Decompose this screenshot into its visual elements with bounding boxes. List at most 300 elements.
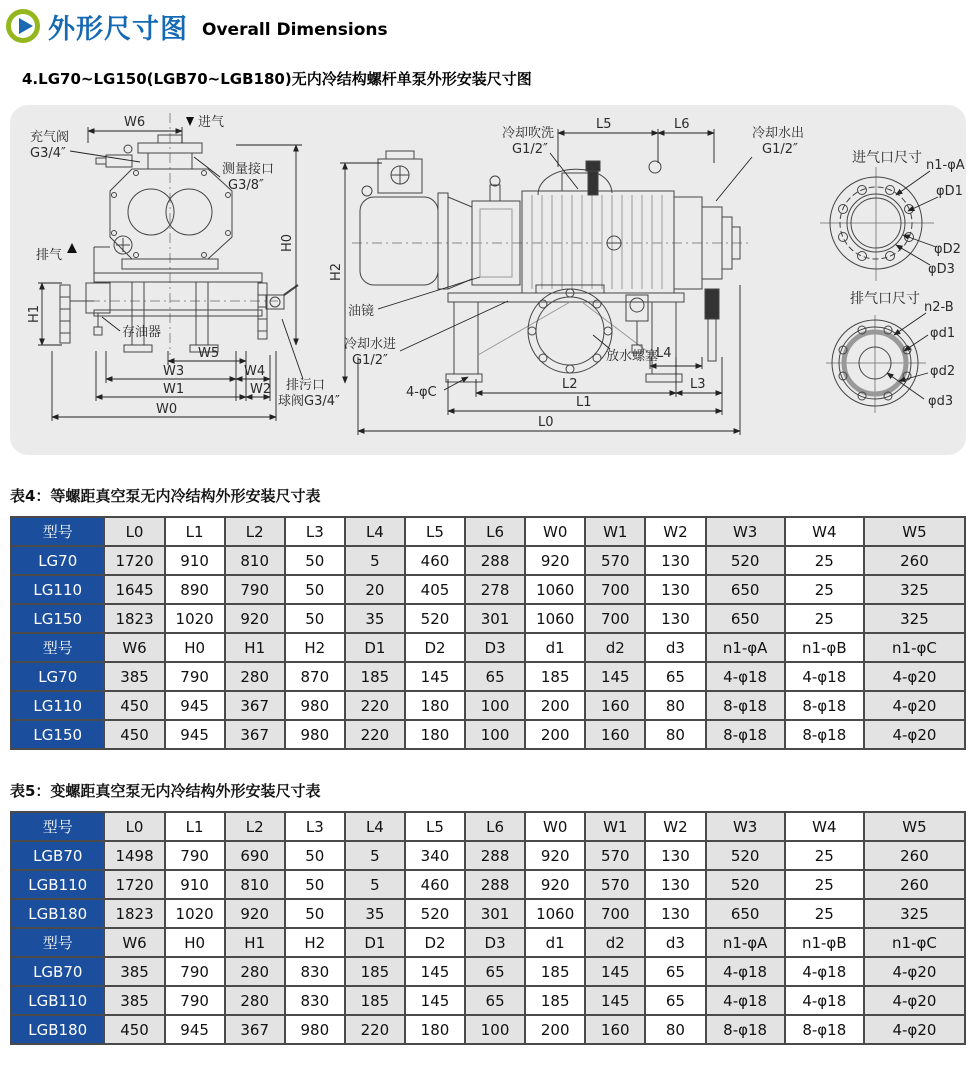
dim-header-cell: D1 bbox=[345, 633, 405, 662]
label-l4: L4 bbox=[656, 346, 672, 361]
inlet-flange-drawing bbox=[820, 167, 934, 281]
dim-value-cell: 570 bbox=[585, 870, 645, 899]
dim-header-cell: L2 bbox=[225, 517, 285, 546]
dim-value-cell: 790 bbox=[165, 957, 225, 986]
dim-header-cell: L3 bbox=[285, 517, 345, 546]
table-header-row bbox=[11, 928, 965, 957]
model-cell: LGB180 bbox=[11, 1015, 104, 1044]
table-row bbox=[11, 575, 965, 604]
dim-value-cell: 50 bbox=[285, 575, 345, 604]
side-view-labels bbox=[329, 117, 804, 430]
dim-value-cell: 288 bbox=[465, 546, 525, 575]
label-phiD1: φD1 bbox=[936, 184, 963, 199]
dim-header-cell: W3 bbox=[706, 517, 785, 546]
label-phid1: φd1 bbox=[930, 326, 956, 341]
dim-value-cell: 220 bbox=[345, 720, 405, 749]
dim-header-cell: L6 bbox=[465, 517, 525, 546]
dim-value-cell: 130 bbox=[645, 841, 705, 870]
dim-value-cell: 1823 bbox=[104, 899, 164, 928]
dim-header-cell: d3 bbox=[645, 633, 705, 662]
dim-value-cell: 145 bbox=[405, 957, 465, 986]
table-row bbox=[11, 1015, 965, 1044]
dim-value-cell: 130 bbox=[645, 546, 705, 575]
label-phid3: φd3 bbox=[928, 394, 954, 409]
label-charge-valve-size: G3/4″ bbox=[30, 146, 66, 161]
dim-value-cell: 20 bbox=[345, 575, 405, 604]
dim-value-cell: 160 bbox=[585, 691, 645, 720]
dim-value-cell: 790 bbox=[165, 841, 225, 870]
dim-value-cell: 260 bbox=[864, 841, 965, 870]
dim-value-cell: 35 bbox=[345, 899, 405, 928]
dim-value-cell: 145 bbox=[405, 986, 465, 1015]
model-header-cell: 型号 bbox=[11, 517, 104, 546]
front-view-labels bbox=[27, 114, 340, 417]
dim-value-cell: 50 bbox=[285, 841, 345, 870]
dim-value-cell: 690 bbox=[225, 841, 285, 870]
table-header-row bbox=[11, 812, 965, 841]
drawing-subtitle: 4.LG70~LG150(LGB70~LGB180)无内冷结构螺杆单泵外形安装尺寸图 bbox=[22, 70, 532, 88]
dim-value-cell: 65 bbox=[645, 662, 705, 691]
dim-header-cell: L5 bbox=[405, 517, 465, 546]
dim-value-cell: 25 bbox=[785, 899, 864, 928]
label-drain-port: 排污口 bbox=[286, 378, 326, 393]
dim-value-cell: 65 bbox=[645, 957, 705, 986]
dim-header-cell: W0 bbox=[525, 517, 585, 546]
dim-value-cell: 185 bbox=[525, 662, 585, 691]
dim-value-cell: 180 bbox=[405, 720, 465, 749]
dim-value-cell: 325 bbox=[864, 899, 965, 928]
dim-value-cell: 945 bbox=[165, 691, 225, 720]
table-row bbox=[11, 870, 965, 899]
side-view-drawing bbox=[352, 151, 750, 382]
dim-value-cell: 790 bbox=[165, 662, 225, 691]
label-phiD3: φD3 bbox=[928, 262, 955, 277]
dimension-drawing-panel bbox=[10, 105, 966, 455]
dim-value-cell: 25 bbox=[785, 546, 864, 575]
dim-value-cell: 100 bbox=[465, 691, 525, 720]
dim-header-cell: W6 bbox=[104, 928, 164, 957]
table-row bbox=[11, 986, 965, 1015]
label-h1: H1 bbox=[27, 304, 42, 323]
dim-value-cell: 8-φ18 bbox=[706, 1015, 785, 1044]
dim-value-cell: 1645 bbox=[104, 575, 164, 604]
dim-value-cell: 65 bbox=[465, 957, 525, 986]
dim-value-cell: 130 bbox=[645, 899, 705, 928]
dim-value-cell: 185 bbox=[345, 986, 405, 1015]
inlet-flange-title: 进气口尺寸 bbox=[852, 150, 922, 166]
model-header-cell: 型号 bbox=[11, 812, 104, 841]
table-row bbox=[11, 899, 965, 928]
label-w6: W6 bbox=[124, 115, 146, 130]
dim-value-cell: 520 bbox=[706, 546, 785, 575]
dim-value-cell: 325 bbox=[864, 575, 965, 604]
dim-header-cell: n1-φA bbox=[706, 633, 785, 662]
dim-value-cell: 4-φ20 bbox=[864, 720, 965, 749]
dim-value-cell: 65 bbox=[465, 986, 525, 1015]
dim-value-cell: 180 bbox=[405, 1015, 465, 1044]
dim-value-cell: 4-φ20 bbox=[864, 691, 965, 720]
dim-value-cell: 570 bbox=[585, 546, 645, 575]
dim-value-cell: 1060 bbox=[525, 575, 585, 604]
dim-header-cell: W2 bbox=[645, 812, 705, 841]
dim-value-cell: 4-φ18 bbox=[785, 662, 864, 691]
label-l3: L3 bbox=[690, 377, 706, 392]
dim-value-cell: 570 bbox=[585, 841, 645, 870]
dim-value-cell: 810 bbox=[225, 870, 285, 899]
front-view-drawing bbox=[60, 113, 298, 355]
label-phid2: φd2 bbox=[930, 364, 956, 379]
dim-header-cell: D3 bbox=[465, 928, 525, 957]
dim-header-cell: W2 bbox=[645, 517, 705, 546]
dim-header-cell: n1-φB bbox=[785, 633, 864, 662]
dim-value-cell: 790 bbox=[165, 986, 225, 1015]
dim-value-cell: 520 bbox=[706, 841, 785, 870]
dim-value-cell: 4-φ18 bbox=[706, 957, 785, 986]
label-anchor-holes: 4-φC bbox=[406, 385, 437, 400]
model-cell: LGB70 bbox=[11, 841, 104, 870]
dim-value-cell: 1020 bbox=[165, 899, 225, 928]
dim-value-cell: 301 bbox=[465, 604, 525, 633]
dim-value-cell: 790 bbox=[225, 575, 285, 604]
model-cell: LG110 bbox=[11, 575, 104, 604]
label-phiD2: φD2 bbox=[934, 242, 961, 257]
model-cell: LG150 bbox=[11, 604, 104, 633]
label-h0: H0 bbox=[280, 233, 295, 252]
dim-value-cell: 185 bbox=[345, 957, 405, 986]
dim-value-cell: 50 bbox=[285, 870, 345, 899]
label-l1: L1 bbox=[576, 395, 592, 410]
dim-header-cell: d3 bbox=[645, 928, 705, 957]
dim-header-cell: W4 bbox=[785, 812, 864, 841]
dim-header-cell: W4 bbox=[785, 517, 864, 546]
model-cell: LG150 bbox=[11, 720, 104, 749]
dim-value-cell: 200 bbox=[525, 1015, 585, 1044]
label-l5: L5 bbox=[596, 117, 612, 132]
dim-value-cell: 890 bbox=[165, 575, 225, 604]
table-row bbox=[11, 662, 965, 691]
model-cell: LGB180 bbox=[11, 899, 104, 928]
dim-value-cell: 325 bbox=[864, 604, 965, 633]
dim-value-cell: 260 bbox=[864, 546, 965, 575]
dim-value-cell: 920 bbox=[525, 546, 585, 575]
dim-value-cell: 1720 bbox=[104, 546, 164, 575]
dim-value-cell: 520 bbox=[405, 899, 465, 928]
dim-value-cell: 130 bbox=[645, 575, 705, 604]
label-w2: W2 bbox=[250, 382, 272, 397]
dim-header-cell: D1 bbox=[345, 928, 405, 957]
dim-header-cell: H0 bbox=[165, 633, 225, 662]
dim-value-cell: 130 bbox=[645, 870, 705, 899]
dim-header-cell: L0 bbox=[104, 812, 164, 841]
dim-header-cell: d1 bbox=[525, 928, 585, 957]
dim-value-cell: 1498 bbox=[104, 841, 164, 870]
table-row bbox=[11, 691, 965, 720]
label-exhaust: 排气 bbox=[36, 248, 63, 263]
dim-value-cell: 4-φ20 bbox=[864, 957, 965, 986]
label-cooling-purge: 冷却吹洗 bbox=[502, 126, 555, 141]
model-cell: LG110 bbox=[11, 691, 104, 720]
dim-value-cell: 650 bbox=[706, 604, 785, 633]
dim-header-cell: n1-φC bbox=[864, 928, 965, 957]
dim-value-cell: 367 bbox=[225, 1015, 285, 1044]
dim-header-cell: W0 bbox=[525, 812, 585, 841]
dim-header-cell: H2 bbox=[285, 928, 345, 957]
dim-value-cell: 25 bbox=[785, 870, 864, 899]
model-header-cell: 型号 bbox=[11, 928, 104, 957]
dim-value-cell: 145 bbox=[405, 662, 465, 691]
label-oil-tank: 存油器 bbox=[122, 325, 162, 340]
table-row bbox=[11, 604, 965, 633]
dim-value-cell: 278 bbox=[465, 575, 525, 604]
dim-value-cell: 450 bbox=[104, 720, 164, 749]
outlet-flange-drawing bbox=[826, 315, 926, 413]
label-n1-phiA: n1-φA bbox=[926, 158, 965, 173]
dim-value-cell: 460 bbox=[405, 870, 465, 899]
dim-value-cell: 920 bbox=[225, 899, 285, 928]
dim-value-cell: 25 bbox=[785, 841, 864, 870]
dim-header-cell: D2 bbox=[405, 928, 465, 957]
dim-value-cell: 910 bbox=[165, 546, 225, 575]
dim-header-cell: n1-φB bbox=[785, 928, 864, 957]
label-w3: W3 bbox=[163, 364, 185, 379]
model-cell: LG70 bbox=[11, 662, 104, 691]
table-header-row bbox=[11, 633, 965, 662]
label-measure-port: 测量接口 bbox=[222, 162, 275, 177]
play-circle-icon bbox=[6, 9, 40, 43]
section-header bbox=[0, 0, 976, 46]
label-w5: W5 bbox=[198, 346, 220, 361]
label-cooling-out-size: G1/2″ bbox=[762, 142, 798, 157]
dim-value-cell: 910 bbox=[165, 870, 225, 899]
dim-value-cell: 4-φ18 bbox=[785, 986, 864, 1015]
dim-value-cell: 280 bbox=[225, 986, 285, 1015]
dim-value-cell: 460 bbox=[405, 546, 465, 575]
dim-header-cell: L1 bbox=[165, 812, 225, 841]
dim-header-cell: H0 bbox=[165, 928, 225, 957]
dim-value-cell: 1060 bbox=[525, 604, 585, 633]
table5-dimensions bbox=[10, 811, 966, 1045]
label-drain-plug: 放水螺塞 bbox=[606, 349, 659, 364]
dim-value-cell: 80 bbox=[645, 691, 705, 720]
dim-value-cell: 50 bbox=[285, 604, 345, 633]
dim-value-cell: 340 bbox=[405, 841, 465, 870]
dim-header-cell: L3 bbox=[285, 812, 345, 841]
dim-value-cell: 920 bbox=[525, 841, 585, 870]
dim-value-cell: 367 bbox=[225, 691, 285, 720]
section-title-zh: 外形尺寸图 bbox=[48, 13, 188, 45]
dim-value-cell: 4-φ20 bbox=[864, 986, 965, 1015]
dim-value-cell: 220 bbox=[345, 691, 405, 720]
dim-value-cell: 301 bbox=[465, 899, 525, 928]
model-cell: LGB110 bbox=[11, 870, 104, 899]
dim-header-cell: D2 bbox=[405, 633, 465, 662]
dim-value-cell: 810 bbox=[225, 546, 285, 575]
dim-value-cell: 4-φ18 bbox=[785, 957, 864, 986]
label-cooling-in: 冷却水进 bbox=[344, 337, 397, 352]
dim-value-cell: 920 bbox=[525, 870, 585, 899]
label-inlet: 进气 bbox=[198, 115, 225, 130]
dim-header-cell: W3 bbox=[706, 812, 785, 841]
dim-value-cell: 185 bbox=[345, 662, 405, 691]
dim-value-cell: 65 bbox=[645, 986, 705, 1015]
table4-dimensions bbox=[10, 516, 966, 750]
dim-value-cell: 25 bbox=[785, 604, 864, 633]
table-row bbox=[11, 546, 965, 575]
dim-value-cell: 450 bbox=[104, 691, 164, 720]
dim-value-cell: 520 bbox=[405, 604, 465, 633]
dim-value-cell: 220 bbox=[345, 1015, 405, 1044]
dim-header-cell: W5 bbox=[864, 517, 965, 546]
dim-value-cell: 385 bbox=[104, 986, 164, 1015]
dim-header-cell: W1 bbox=[585, 812, 645, 841]
dim-value-cell: 8-φ18 bbox=[706, 691, 785, 720]
table-row bbox=[11, 720, 965, 749]
dim-value-cell: 8-φ18 bbox=[785, 720, 864, 749]
dim-value-cell: 5 bbox=[345, 546, 405, 575]
dim-header-cell: L2 bbox=[225, 812, 285, 841]
dim-value-cell: 405 bbox=[405, 575, 465, 604]
dim-value-cell: 8-φ18 bbox=[785, 691, 864, 720]
dim-value-cell: 830 bbox=[285, 986, 345, 1015]
dim-value-cell: 280 bbox=[225, 662, 285, 691]
dim-value-cell: 80 bbox=[645, 1015, 705, 1044]
dim-value-cell: 5 bbox=[345, 870, 405, 899]
dim-value-cell: 700 bbox=[585, 604, 645, 633]
dim-value-cell: 945 bbox=[165, 1015, 225, 1044]
model-header-cell: 型号 bbox=[11, 633, 104, 662]
dim-value-cell: 650 bbox=[706, 899, 785, 928]
dim-value-cell: 385 bbox=[104, 662, 164, 691]
dim-header-cell: D3 bbox=[465, 633, 525, 662]
dim-value-cell: 145 bbox=[585, 986, 645, 1015]
dim-value-cell: 1020 bbox=[165, 604, 225, 633]
dim-value-cell: 4-φ20 bbox=[864, 662, 965, 691]
dim-value-cell: 180 bbox=[405, 691, 465, 720]
dim-value-cell: 100 bbox=[465, 1015, 525, 1044]
dim-value-cell: 145 bbox=[585, 957, 645, 986]
dim-header-cell: d2 bbox=[585, 928, 645, 957]
dim-value-cell: 1720 bbox=[104, 870, 164, 899]
label-l6: L6 bbox=[674, 117, 690, 132]
dim-header-cell: L4 bbox=[345, 517, 405, 546]
dim-value-cell: 50 bbox=[285, 546, 345, 575]
dim-value-cell: 145 bbox=[585, 662, 645, 691]
label-cooling-in-size: G1/2″ bbox=[352, 353, 388, 368]
label-n2-B: n2-B bbox=[924, 300, 954, 315]
dimension-drawing bbox=[10, 105, 966, 455]
dim-header-cell: H2 bbox=[285, 633, 345, 662]
dim-value-cell: 130 bbox=[645, 604, 705, 633]
dim-header-cell: L4 bbox=[345, 812, 405, 841]
dim-value-cell: 367 bbox=[225, 720, 285, 749]
dim-value-cell: 450 bbox=[104, 1015, 164, 1044]
dim-value-cell: 4-φ20 bbox=[864, 1015, 965, 1044]
dim-value-cell: 650 bbox=[706, 575, 785, 604]
dim-value-cell: 920 bbox=[225, 604, 285, 633]
model-cell: LGB70 bbox=[11, 957, 104, 986]
dim-header-cell: n1-φA bbox=[706, 928, 785, 957]
dim-header-cell: W6 bbox=[104, 633, 164, 662]
dim-value-cell: 35 bbox=[345, 604, 405, 633]
dim-value-cell: 980 bbox=[285, 1015, 345, 1044]
dim-header-cell: W5 bbox=[864, 812, 965, 841]
dim-value-cell: 980 bbox=[285, 691, 345, 720]
dim-header-cell: W1 bbox=[585, 517, 645, 546]
label-drain-ball-valve: 球阀G3/4″ bbox=[278, 394, 340, 409]
label-cooling-purge-size: G1/2″ bbox=[512, 142, 548, 157]
dim-value-cell: 5 bbox=[345, 841, 405, 870]
dim-value-cell: 385 bbox=[104, 957, 164, 986]
label-cooling-out: 冷却水出 bbox=[752, 126, 805, 141]
dim-value-cell: 280 bbox=[225, 957, 285, 986]
table-row bbox=[11, 957, 965, 986]
dim-value-cell: 870 bbox=[285, 662, 345, 691]
dim-value-cell: 160 bbox=[585, 1015, 645, 1044]
dim-value-cell: 980 bbox=[285, 720, 345, 749]
dim-value-cell: 1823 bbox=[104, 604, 164, 633]
dim-value-cell: 520 bbox=[706, 870, 785, 899]
dim-header-cell: n1-φC bbox=[864, 633, 965, 662]
outlet-flange-title: 排气口尺寸 bbox=[850, 291, 920, 307]
dim-header-cell: L6 bbox=[465, 812, 525, 841]
dim-header-cell: L1 bbox=[165, 517, 225, 546]
dim-value-cell: 1060 bbox=[525, 899, 585, 928]
dim-value-cell: 50 bbox=[285, 899, 345, 928]
table4-title: 表4：等螺距真空泵无内冷结构外形安装尺寸表 bbox=[10, 487, 321, 505]
dim-header-cell: d2 bbox=[585, 633, 645, 662]
label-w1: W1 bbox=[163, 382, 185, 397]
table-row bbox=[11, 841, 965, 870]
label-h2: H2 bbox=[329, 262, 344, 281]
dim-value-cell: 8-φ18 bbox=[706, 720, 785, 749]
label-measure-port-size: G3/8″ bbox=[228, 178, 264, 193]
dim-value-cell: 100 bbox=[465, 720, 525, 749]
model-cell: LG70 bbox=[11, 546, 104, 575]
label-oil-sight: 油镜 bbox=[348, 304, 375, 319]
dim-value-cell: 945 bbox=[165, 720, 225, 749]
dim-value-cell: 8-φ18 bbox=[785, 1015, 864, 1044]
label-w0: W0 bbox=[156, 402, 178, 417]
dim-header-cell: H1 bbox=[225, 633, 285, 662]
label-l0: L0 bbox=[538, 415, 554, 430]
dim-value-cell: 4-φ18 bbox=[706, 986, 785, 1015]
dim-value-cell: 160 bbox=[585, 720, 645, 749]
label-charge-valve: 充气阀 bbox=[30, 130, 70, 145]
dim-value-cell: 200 bbox=[525, 691, 585, 720]
dim-header-cell: L5 bbox=[405, 812, 465, 841]
model-cell: LGB110 bbox=[11, 986, 104, 1015]
dim-value-cell: 700 bbox=[585, 575, 645, 604]
dim-value-cell: 288 bbox=[465, 841, 525, 870]
section-title-en: Overall Dimensions bbox=[202, 20, 388, 40]
label-l2: L2 bbox=[562, 377, 578, 392]
dim-value-cell: 260 bbox=[864, 870, 965, 899]
dim-value-cell: 700 bbox=[585, 899, 645, 928]
dim-value-cell: 25 bbox=[785, 575, 864, 604]
dim-header-cell: H1 bbox=[225, 928, 285, 957]
dim-value-cell: 200 bbox=[525, 720, 585, 749]
dim-value-cell: 4-φ18 bbox=[706, 662, 785, 691]
dim-value-cell: 80 bbox=[645, 720, 705, 749]
dim-value-cell: 288 bbox=[465, 870, 525, 899]
table-header-row bbox=[11, 517, 965, 546]
dim-header-cell: d1 bbox=[525, 633, 585, 662]
dim-value-cell: 65 bbox=[465, 662, 525, 691]
dim-value-cell: 830 bbox=[285, 957, 345, 986]
table5-title: 表5：变螺距真空泵无内冷结构外形安装尺寸表 bbox=[10, 782, 321, 800]
label-w4: W4 bbox=[244, 364, 266, 379]
dim-value-cell: 185 bbox=[525, 957, 585, 986]
